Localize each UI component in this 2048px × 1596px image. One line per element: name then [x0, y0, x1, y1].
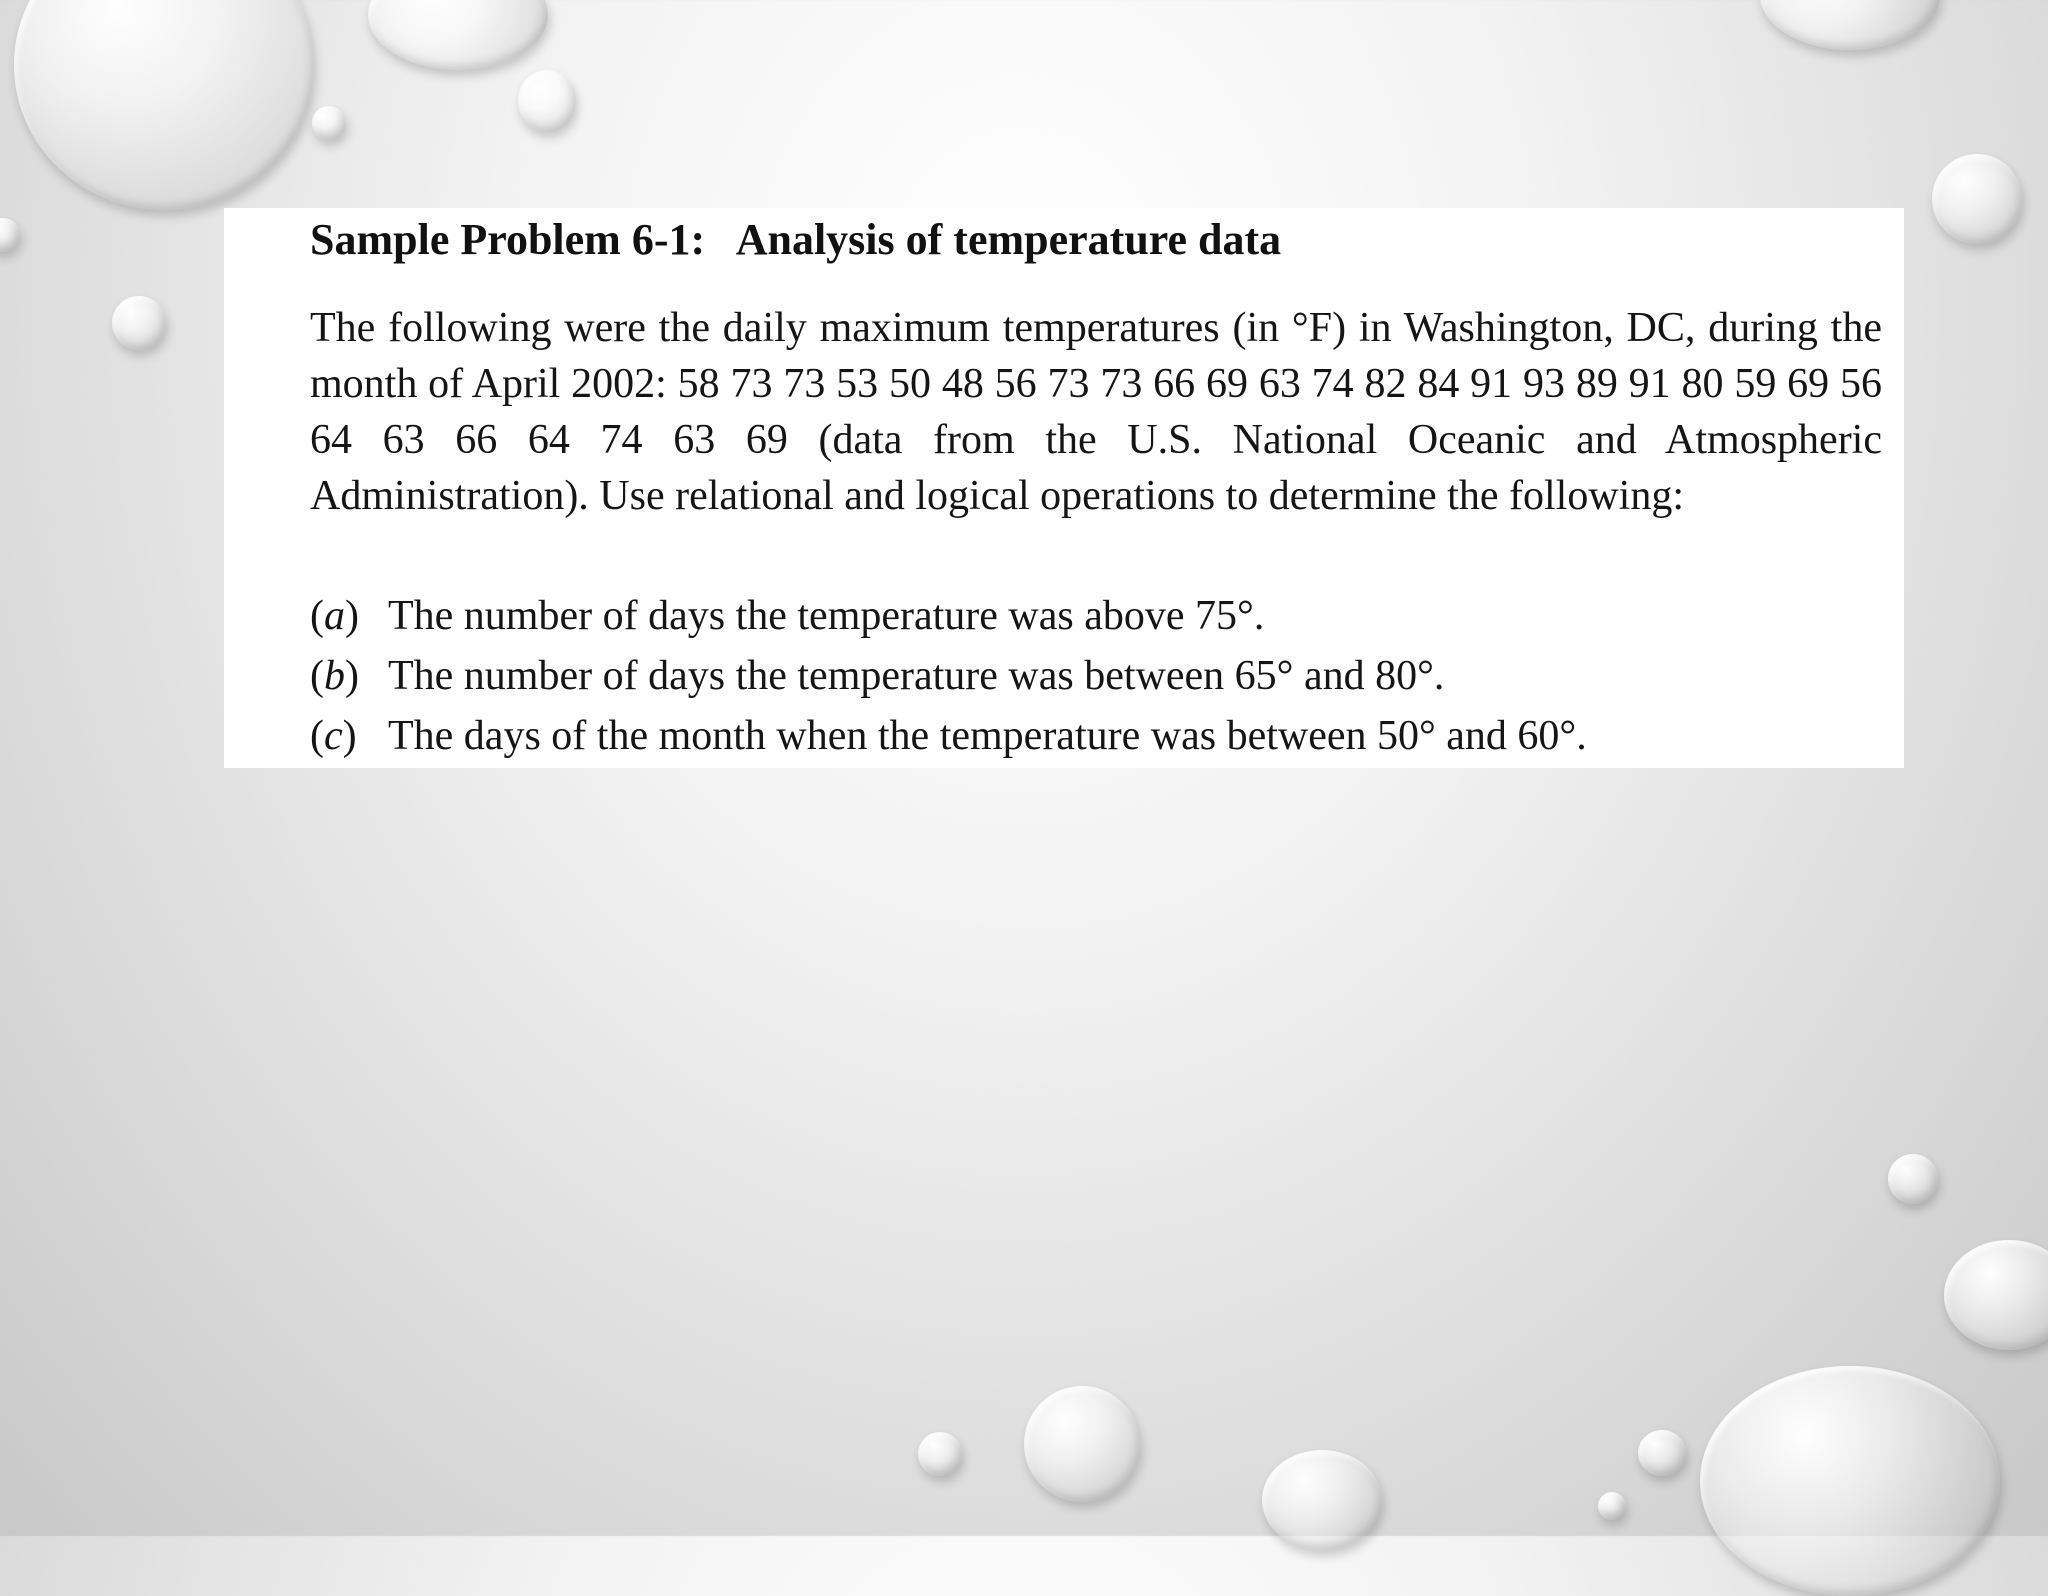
question-item-b: (b) The number of days the temperature was between 65° and 80°. [310, 653, 1445, 699]
problem-title: Sample Problem 6-1: Analysis of temperature data [310, 215, 1282, 264]
problem-panel [224, 208, 1904, 768]
water-droplet-decoration [1888, 1154, 1938, 1204]
question-item-a: (a) The number of days the temperature was above 75°. [310, 593, 1265, 639]
item-letter: a [324, 593, 345, 639]
water-droplet-decoration [1932, 154, 2022, 244]
water-droplet-decoration [518, 70, 576, 132]
water-droplet-decoration [1700, 1366, 2000, 1596]
problem-statement: The following were the daily maximum temperatures (in °F) in Washington, DC, during the month of April 2002: 58 73 73 53 50 48 56 73 73 66 69 63 74 82 84 91 93 89 91 80 59 69 56 64 63 66 64 74 63 69 (data from the U.S. National Oceanic and Atmospheric Administration). Use relational and logical operations to determine the following: [310, 305, 1882, 519]
item-text: The number of days the temperature was between 65° and 80°. [388, 653, 1445, 699]
water-droplet-decoration [918, 1432, 962, 1476]
water-droplet-decoration [1598, 1492, 1626, 1520]
water-droplet-decoration [312, 106, 346, 140]
question-item-c: (c) The days of the month when the temperature was between 50° and 60°. [310, 713, 1587, 759]
water-droplet-decoration [1024, 1386, 1140, 1502]
water-droplet-decoration [1638, 1430, 1686, 1476]
item-text: The number of days the temperature was above 75°. [388, 593, 1265, 639]
item-letter: c [324, 713, 343, 759]
item-text: The days of the month when the temperature was between 50° and 60°. [388, 713, 1587, 759]
water-droplet-decoration [112, 296, 166, 350]
water-droplet-decoration [0, 218, 20, 252]
water-droplet-decoration [1760, 0, 1940, 50]
water-droplet-decoration [1944, 1240, 2048, 1350]
water-droplet-decoration [14, 0, 314, 210]
question-list [310, 586, 1587, 766]
water-droplet-decoration [1262, 1450, 1382, 1550]
item-letter: b [324, 653, 345, 699]
water-droplet-decoration [368, 0, 548, 70]
